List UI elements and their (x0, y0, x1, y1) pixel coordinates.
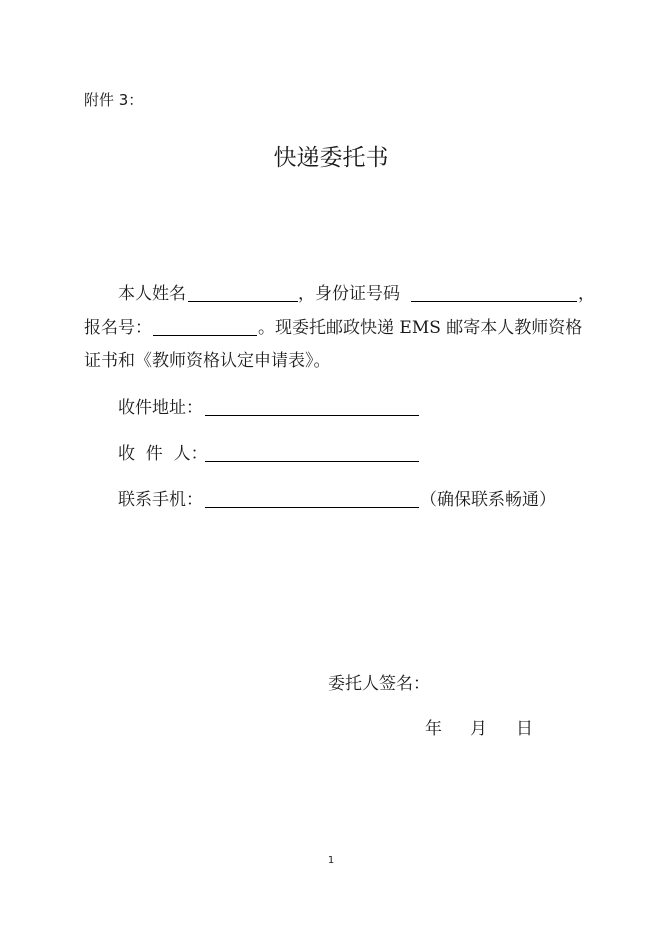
paragraph-line2-text: 。现委托邮政快递 EMS 邮寄本人教师资格 (258, 318, 583, 338)
registration-number-field[interactable] (153, 335, 257, 336)
document-title: 快递委托书 (273, 145, 389, 171)
name-label: 本人姓名 (118, 284, 186, 304)
annex-label: 附件 3： (84, 91, 144, 109)
page-number: 1 (327, 855, 335, 866)
comma: ， (578, 284, 595, 304)
registration-label: 报名号： (84, 318, 152, 338)
date-month: 月 (470, 719, 487, 739)
date-day: 日 (516, 719, 533, 739)
address-field[interactable] (205, 415, 419, 416)
id-number-field[interactable] (411, 301, 577, 302)
address-label: 收件地址： (118, 398, 203, 418)
name-field[interactable] (188, 301, 298, 302)
recipient-field[interactable] (205, 461, 419, 462)
phone-field[interactable] (205, 507, 419, 508)
recipient-label: 收 件 人： (118, 444, 208, 464)
id-label: ，身份证号码 (298, 284, 400, 304)
phone-label: 联系手机： (118, 490, 203, 510)
phone-note: （确保联系畅通） (420, 490, 556, 510)
paragraph-line3-text: 证书和《教师资格认定申请表》。 (84, 351, 331, 371)
date-year: 年 (425, 719, 442, 739)
signature-label: 委托人签名： (328, 674, 430, 694)
